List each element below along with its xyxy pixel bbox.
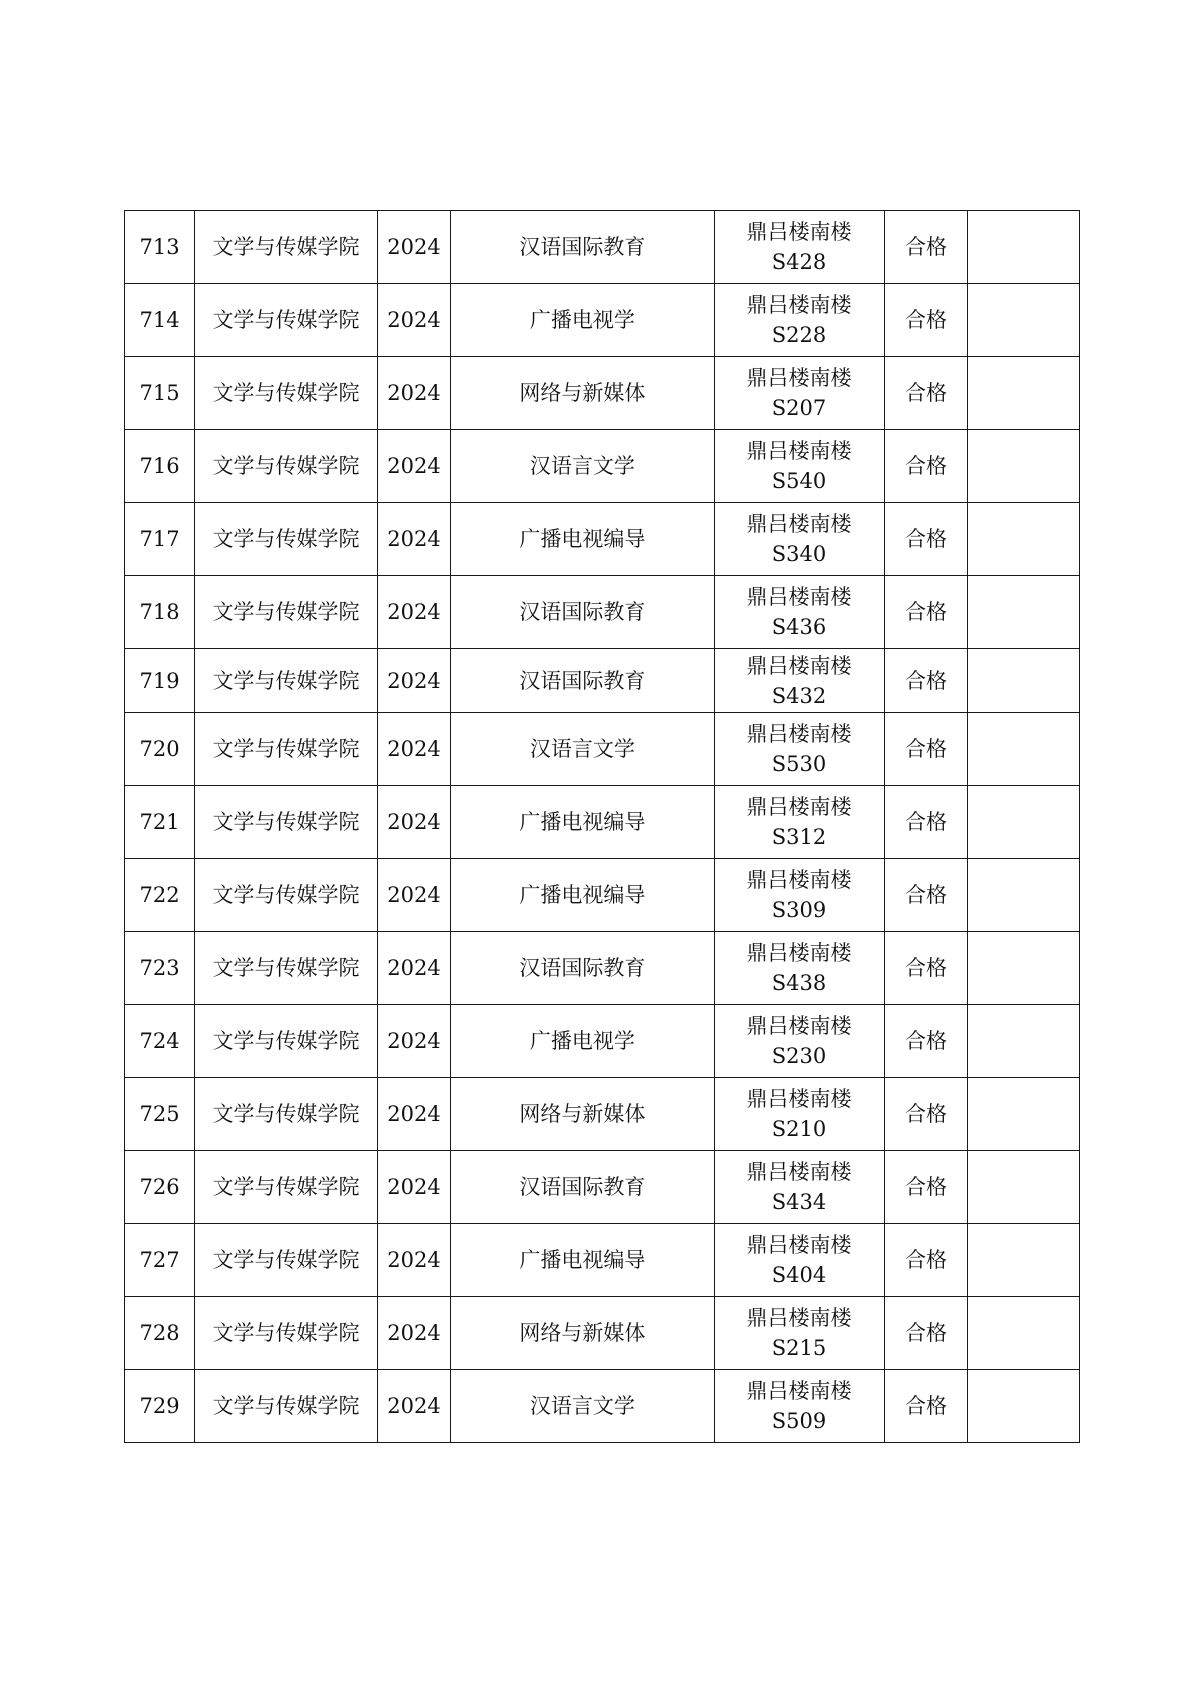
college-cell: 文学与传媒学院 xyxy=(195,284,378,357)
year-cell: 2024 xyxy=(377,932,450,1005)
major-cell: 广播电视编导 xyxy=(451,859,714,932)
building-name: 鼎吕楼南楼 xyxy=(746,585,852,609)
table-row xyxy=(125,211,1080,284)
year-cell: 2024 xyxy=(377,284,450,357)
room-number: S432 xyxy=(771,683,827,708)
college-cell: 文学与传媒学院 xyxy=(195,503,378,576)
college-cell: 文学与传媒学院 xyxy=(195,786,378,859)
table-row xyxy=(125,1078,1080,1151)
major-cell: 广播电视编导 xyxy=(451,503,714,576)
major-cell: 汉语国际教育 xyxy=(451,1151,714,1224)
building-name: 鼎吕楼南楼 xyxy=(746,220,852,244)
note-cell xyxy=(968,430,1080,503)
building-name: 鼎吕楼南楼 xyxy=(746,293,852,317)
table-row xyxy=(125,576,1080,649)
major-cell: 网络与新媒体 xyxy=(451,1297,714,1370)
year-cell: 2024 xyxy=(377,1078,450,1151)
year-cell: 2024 xyxy=(377,1005,450,1078)
college-cell: 文学与传媒学院 xyxy=(195,859,378,932)
room-cell xyxy=(714,1151,884,1224)
row-number: 713 xyxy=(125,211,195,284)
year-cell: 2024 xyxy=(377,649,450,713)
room-number: S215 xyxy=(771,1336,827,1360)
room-cell xyxy=(714,284,884,357)
college-cell: 文学与传媒学院 xyxy=(195,713,378,786)
result-cell: 合格 xyxy=(884,503,968,576)
note-cell xyxy=(968,859,1080,932)
major-cell: 广播电视编导 xyxy=(451,1224,714,1297)
room-number: S207 xyxy=(771,396,827,420)
year-cell: 2024 xyxy=(377,713,450,786)
table-row xyxy=(125,357,1080,430)
result-cell: 合格 xyxy=(884,649,968,713)
major-cell: 汉语言文学 xyxy=(451,1370,714,1443)
row-number: 729 xyxy=(125,1370,195,1443)
building-name: 鼎吕楼南楼 xyxy=(746,868,852,892)
room-number: S210 xyxy=(771,1117,827,1141)
result-cell: 合格 xyxy=(884,284,968,357)
table-row xyxy=(125,649,1080,713)
college-cell: 文学与传媒学院 xyxy=(195,649,378,713)
room-cell xyxy=(714,649,884,713)
table-row xyxy=(125,859,1080,932)
table-row xyxy=(125,1005,1080,1078)
table-row xyxy=(125,1151,1080,1224)
major-cell: 汉语国际教育 xyxy=(451,649,714,713)
row-number: 725 xyxy=(125,1078,195,1151)
building-name: 鼎吕楼南楼 xyxy=(746,439,852,463)
college-cell: 文学与传媒学院 xyxy=(195,1370,378,1443)
building-name: 鼎吕楼南楼 xyxy=(746,795,852,819)
note-cell xyxy=(968,1370,1080,1443)
row-number: 723 xyxy=(125,932,195,1005)
room-number: S230 xyxy=(771,1044,827,1068)
room-number: S540 xyxy=(771,469,827,493)
room-number: S340 xyxy=(771,542,827,566)
result-cell: 合格 xyxy=(884,786,968,859)
major-cell: 汉语言文学 xyxy=(451,430,714,503)
row-number: 721 xyxy=(125,786,195,859)
room-number: S312 xyxy=(771,825,827,849)
row-number: 714 xyxy=(125,284,195,357)
building-name: 鼎吕楼南楼 xyxy=(746,653,852,678)
year-cell: 2024 xyxy=(377,786,450,859)
note-cell xyxy=(968,357,1080,430)
building-name: 鼎吕楼南楼 xyxy=(746,941,852,965)
note-cell xyxy=(968,1078,1080,1151)
major-cell: 汉语言文学 xyxy=(451,713,714,786)
table-row xyxy=(125,1370,1080,1443)
building-name: 鼎吕楼南楼 xyxy=(746,1087,852,1111)
table-row xyxy=(125,1224,1080,1297)
building-name: 鼎吕楼南楼 xyxy=(746,1014,852,1038)
result-cell: 合格 xyxy=(884,1005,968,1078)
major-cell: 网络与新媒体 xyxy=(451,357,714,430)
year-cell: 2024 xyxy=(377,1297,450,1370)
note-cell xyxy=(968,713,1080,786)
major-cell: 汉语国际教育 xyxy=(451,211,714,284)
row-number: 720 xyxy=(125,713,195,786)
note-cell xyxy=(968,211,1080,284)
room-cell xyxy=(714,713,884,786)
table-row xyxy=(125,1297,1080,1370)
room-number: S509 xyxy=(771,1409,827,1433)
room-cell xyxy=(714,211,884,284)
table-row xyxy=(125,713,1080,786)
college-cell: 文学与传媒学院 xyxy=(195,1151,378,1224)
room-cell xyxy=(714,786,884,859)
building-name: 鼎吕楼南楼 xyxy=(746,1233,852,1257)
result-cell: 合格 xyxy=(884,1297,968,1370)
result-cell: 合格 xyxy=(884,576,968,649)
major-cell: 广播电视编导 xyxy=(451,786,714,859)
major-cell: 汉语国际教育 xyxy=(451,932,714,1005)
major-cell: 网络与新媒体 xyxy=(451,1078,714,1151)
note-cell xyxy=(968,576,1080,649)
college-cell: 文学与传媒学院 xyxy=(195,357,378,430)
room-number: S434 xyxy=(771,1190,827,1214)
room-number: S228 xyxy=(771,323,827,347)
note-cell xyxy=(968,1005,1080,1078)
row-number: 716 xyxy=(125,430,195,503)
table-row xyxy=(125,284,1080,357)
year-cell: 2024 xyxy=(377,1151,450,1224)
room-cell xyxy=(714,1078,884,1151)
room-cell xyxy=(714,859,884,932)
result-cell: 合格 xyxy=(884,932,968,1005)
result-cell: 合格 xyxy=(884,211,968,284)
room-cell xyxy=(714,357,884,430)
year-cell: 2024 xyxy=(377,1370,450,1443)
row-number: 719 xyxy=(125,649,195,713)
note-cell xyxy=(968,649,1080,713)
result-cell: 合格 xyxy=(884,1224,968,1297)
note-cell xyxy=(968,786,1080,859)
major-cell: 汉语国际教育 xyxy=(451,576,714,649)
college-cell: 文学与传媒学院 xyxy=(195,430,378,503)
major-cell: 广播电视学 xyxy=(451,284,714,357)
note-cell xyxy=(968,1224,1080,1297)
room-number: S404 xyxy=(771,1263,827,1287)
table-row xyxy=(125,430,1080,503)
college-cell: 文学与传媒学院 xyxy=(195,1297,378,1370)
table-row xyxy=(125,932,1080,1005)
college-cell: 文学与传媒学院 xyxy=(195,1005,378,1078)
college-cell: 文学与传媒学院 xyxy=(195,211,378,284)
dormitory-inspection-table xyxy=(124,210,1080,1443)
table-row xyxy=(125,786,1080,859)
result-cell: 合格 xyxy=(884,357,968,430)
room-cell xyxy=(714,576,884,649)
room-number: S530 xyxy=(771,752,827,776)
note-cell xyxy=(968,932,1080,1005)
room-cell xyxy=(714,1370,884,1443)
year-cell: 2024 xyxy=(377,430,450,503)
row-number: 715 xyxy=(125,357,195,430)
building-name: 鼎吕楼南楼 xyxy=(746,512,852,536)
major-cell: 广播电视学 xyxy=(451,1005,714,1078)
year-cell: 2024 xyxy=(377,576,450,649)
result-cell: 合格 xyxy=(884,1370,968,1443)
college-cell: 文学与传媒学院 xyxy=(195,1078,378,1151)
table-row xyxy=(125,503,1080,576)
note-cell xyxy=(968,1151,1080,1224)
result-cell: 合格 xyxy=(884,713,968,786)
result-cell: 合格 xyxy=(884,1078,968,1151)
building-name: 鼎吕楼南楼 xyxy=(746,366,852,390)
row-number: 726 xyxy=(125,1151,195,1224)
note-cell xyxy=(968,1297,1080,1370)
room-number: S428 xyxy=(771,250,827,274)
room-cell xyxy=(714,1297,884,1370)
year-cell: 2024 xyxy=(377,1224,450,1297)
college-cell: 文学与传媒学院 xyxy=(195,932,378,1005)
row-number: 728 xyxy=(125,1297,195,1370)
year-cell: 2024 xyxy=(377,859,450,932)
building-name: 鼎吕楼南楼 xyxy=(746,1160,852,1184)
row-number: 727 xyxy=(125,1224,195,1297)
building-name: 鼎吕楼南楼 xyxy=(746,1379,852,1403)
room-cell xyxy=(714,1224,884,1297)
room-number: S436 xyxy=(771,615,827,639)
room-number: S438 xyxy=(771,971,827,995)
row-number: 717 xyxy=(125,503,195,576)
row-number: 722 xyxy=(125,859,195,932)
room-cell xyxy=(714,932,884,1005)
college-cell: 文学与传媒学院 xyxy=(195,1224,378,1297)
result-cell: 合格 xyxy=(884,1151,968,1224)
college-cell: 文学与传媒学院 xyxy=(195,576,378,649)
note-cell xyxy=(968,503,1080,576)
room-cell xyxy=(714,503,884,576)
building-name: 鼎吕楼南楼 xyxy=(746,1306,852,1330)
year-cell: 2024 xyxy=(377,503,450,576)
room-cell xyxy=(714,430,884,503)
row-number: 718 xyxy=(125,576,195,649)
year-cell: 2024 xyxy=(377,357,450,430)
note-cell xyxy=(968,284,1080,357)
row-number: 724 xyxy=(125,1005,195,1078)
result-cell: 合格 xyxy=(884,859,968,932)
room-cell xyxy=(714,1005,884,1078)
room-number: S309 xyxy=(771,898,827,922)
result-cell: 合格 xyxy=(884,430,968,503)
building-name: 鼎吕楼南楼 xyxy=(746,722,852,746)
year-cell: 2024 xyxy=(377,211,450,284)
